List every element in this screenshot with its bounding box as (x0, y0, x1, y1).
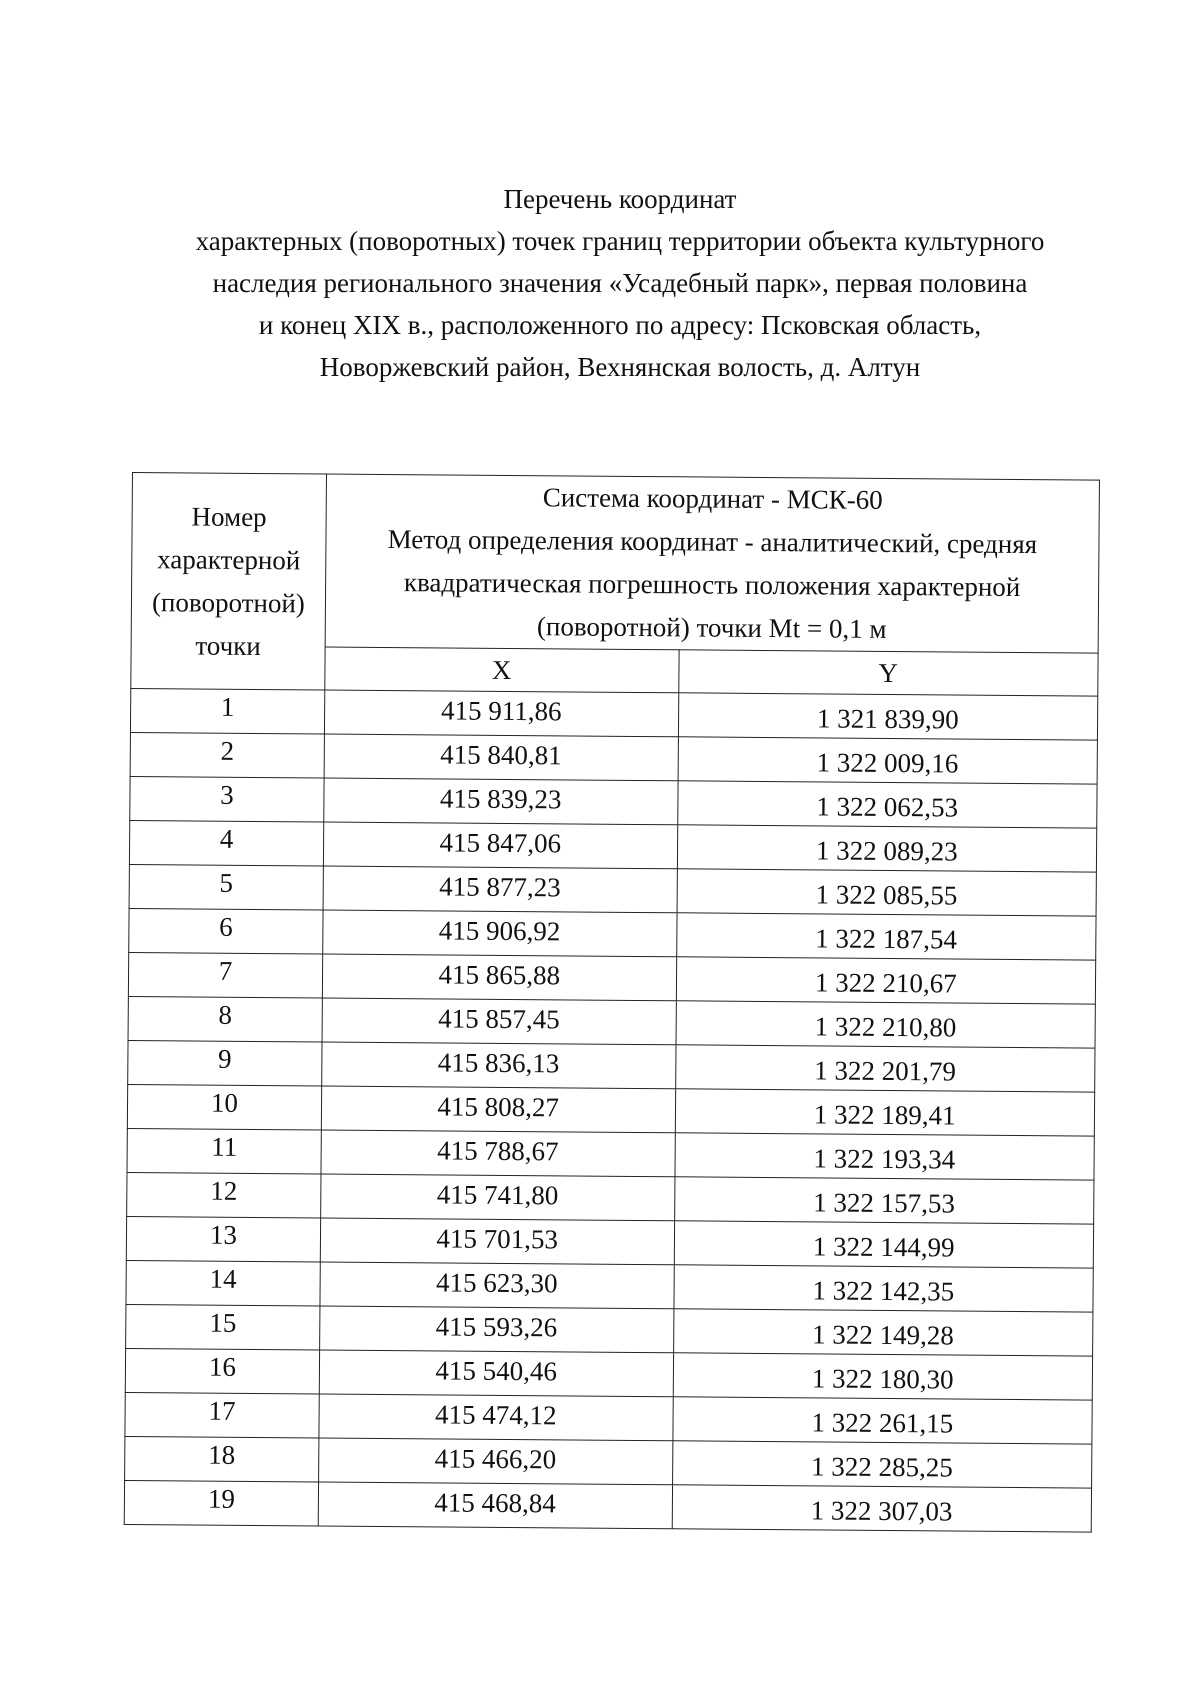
table-row (129, 820, 1096, 872)
title-line: наследия регионального значения «Усадебный парк», первая половина (212, 268, 1028, 298)
cell-point-number: 8 (128, 996, 322, 1042)
cell-x: 415 788,67 (321, 1130, 675, 1177)
cell-point-number: 17 (125, 1392, 319, 1438)
cell-point-number: 11 (127, 1128, 321, 1174)
cell-x: 415 847,06 (323, 822, 677, 869)
cell-x: 415 911,86 (324, 690, 678, 737)
table-row (128, 952, 1095, 1004)
cell-x: 415 540,46 (319, 1350, 673, 1397)
title-line: и конец XIX в., расположенного по адресу: Псковская область, (258, 310, 982, 340)
header-x: X (325, 647, 679, 693)
cell-y: 1 322 142,35 (673, 1265, 1093, 1312)
cell-x: 415 741,80 (321, 1174, 675, 1221)
cell-y: 1 321 839,90 (678, 693, 1098, 740)
cell-x: 415 836,13 (322, 1042, 676, 1089)
cell-point-number: 5 (129, 864, 323, 910)
cell-x: 415 474,12 (319, 1394, 673, 1441)
table-row (129, 864, 1096, 916)
table-row (127, 1128, 1094, 1180)
header-text: характерной (157, 543, 301, 575)
table-row (125, 1436, 1092, 1488)
table-row (124, 1480, 1091, 1532)
cell-y: 1 322 085,55 (677, 869, 1097, 916)
cell-x: 415 468,84 (318, 1482, 672, 1529)
cell-point-number: 7 (128, 952, 322, 998)
table-row (128, 1040, 1095, 1092)
cell-y: 1 322 144,99 (674, 1221, 1094, 1268)
cell-y: 1 322 193,34 (674, 1133, 1094, 1180)
cell-point-number: 2 (130, 732, 324, 778)
cell-y: 1 322 201,79 (675, 1045, 1095, 1092)
header-text: Номер (191, 500, 267, 532)
cell-y: 1 322 062,53 (677, 781, 1097, 828)
document-title (140, 178, 1100, 388)
table-row (126, 1216, 1093, 1268)
table-row (128, 996, 1095, 1048)
cell-point-number: 12 (127, 1172, 321, 1218)
cell-x: 415 877,23 (323, 866, 677, 913)
cell-point-number: 1 (130, 688, 324, 734)
header-text: (поворотной) (151, 586, 305, 618)
cell-y: 1 322 285,25 (672, 1441, 1092, 1488)
header-text: (поворотной) точки Mt = 0,1 м (536, 611, 887, 644)
cell-y: 1 322 189,41 (675, 1089, 1095, 1136)
cell-point-number: 19 (124, 1480, 318, 1526)
cell-x: 415 466,20 (318, 1438, 672, 1485)
cell-x: 415 840,81 (324, 734, 678, 781)
cell-x: 415 839,23 (324, 778, 678, 825)
cell-y: 1 322 307,03 (672, 1485, 1092, 1532)
cell-x: 415 906,92 (323, 910, 677, 957)
cell-y: 1 322 149,28 (673, 1309, 1093, 1356)
table-row (126, 1260, 1093, 1312)
table-row (125, 1348, 1092, 1400)
cell-point-number: 6 (129, 908, 323, 954)
header-y: Y (678, 650, 1098, 696)
cell-x: 415 593,26 (320, 1306, 674, 1353)
table-row (130, 776, 1097, 828)
cell-x: 415 865,88 (322, 954, 676, 1001)
cell-point-number: 14 (126, 1260, 320, 1306)
header-coordinate-system (325, 474, 1099, 653)
cell-x: 415 857,45 (322, 998, 676, 1045)
cell-point-number: 18 (125, 1436, 319, 1482)
title-line: Новоржевский район, Вехнянская волость, д. Алтун (319, 352, 921, 382)
table-body (124, 688, 1098, 1532)
cell-point-number: 10 (127, 1084, 321, 1130)
table-row (126, 1304, 1093, 1356)
cell-point-number: 15 (126, 1304, 320, 1350)
cell-y: 1 322 180,30 (673, 1353, 1093, 1400)
table-row (127, 1084, 1094, 1136)
title-line: характерных (поворотных) точек границ территории объекта культурного (195, 226, 1045, 256)
cell-point-number: 3 (130, 776, 324, 822)
table-row (125, 1392, 1092, 1444)
cell-y: 1 322 261,15 (672, 1397, 1092, 1444)
table-row (127, 1172, 1094, 1224)
title-line: Перечень координат (503, 184, 737, 214)
header-text: Система координат - МСК-60 (542, 482, 883, 515)
coordinates-table (124, 472, 1100, 1533)
cell-y: 1 322 157,53 (674, 1177, 1094, 1224)
cell-point-number: 4 (129, 820, 323, 866)
table-row (130, 688, 1097, 740)
header-text: Метод определения координат - аналитический, средняя (387, 524, 1038, 560)
header-text: квадратическая погрешность положения характерной (403, 567, 1021, 602)
header-text: точки (195, 630, 261, 661)
table-row (129, 908, 1096, 960)
cell-point-number: 13 (126, 1216, 320, 1262)
cell-y: 1 322 089,23 (677, 825, 1097, 872)
cell-point-number: 16 (125, 1348, 319, 1394)
cell-x: 415 701,53 (320, 1218, 674, 1265)
cell-x: 415 623,30 (320, 1262, 674, 1309)
cell-y: 1 322 210,67 (676, 957, 1096, 1004)
table-row (130, 732, 1097, 784)
cell-y: 1 322 210,80 (676, 1001, 1096, 1048)
header-point-number (131, 473, 327, 691)
cell-x: 415 808,27 (321, 1086, 675, 1133)
cell-y: 1 322 009,16 (678, 737, 1098, 784)
cell-y: 1 322 187,54 (676, 913, 1096, 960)
cell-point-number: 9 (128, 1040, 322, 1086)
